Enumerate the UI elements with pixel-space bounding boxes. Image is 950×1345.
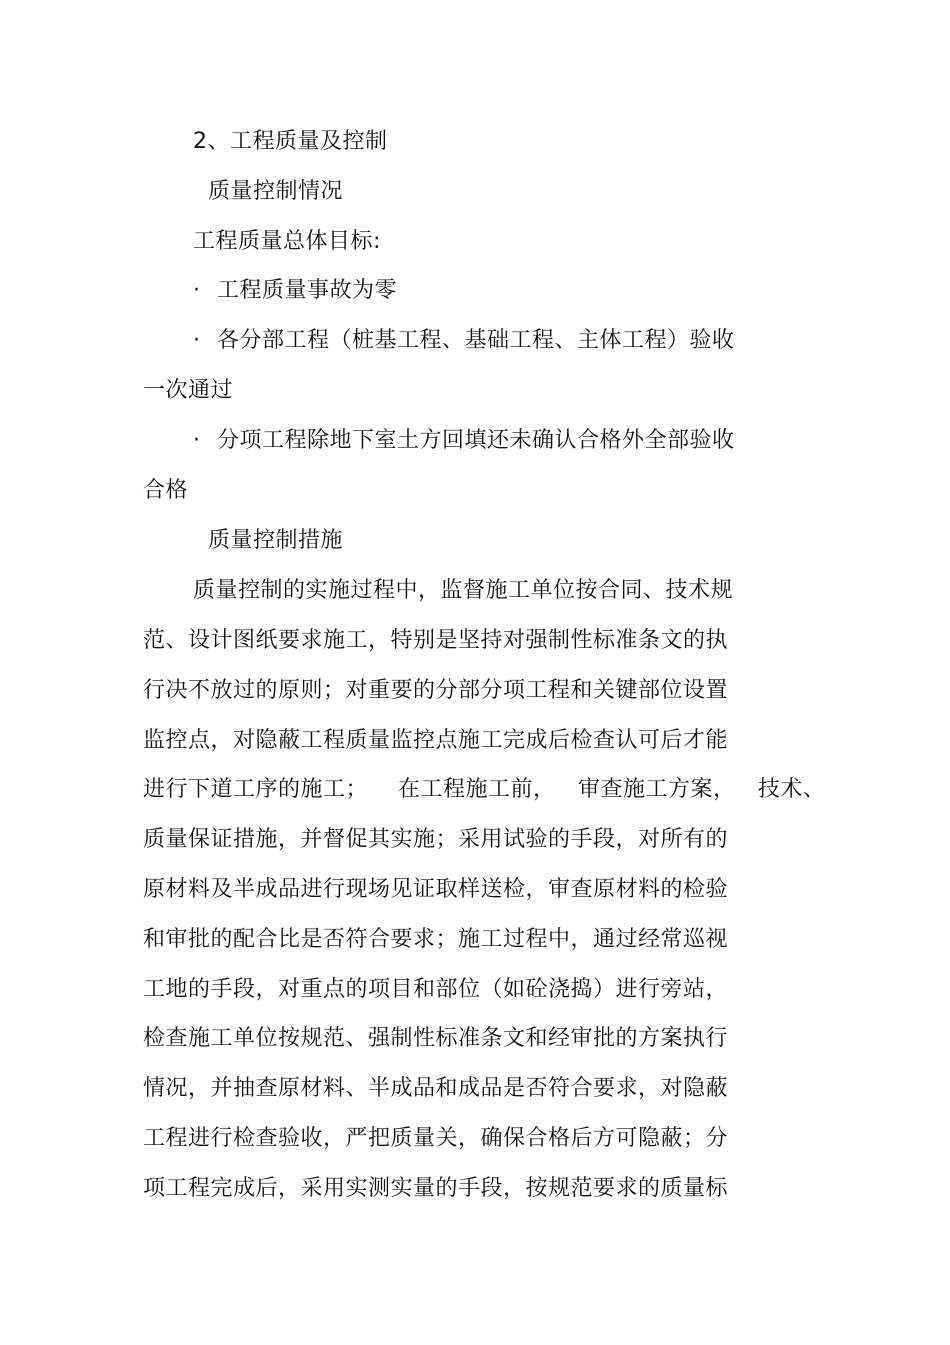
paragraph-line: 情况，并抽查原材料、半成品和成品是否符合要求，对隐蔽 <box>143 1076 729 1101</box>
goal-label: 工程质量总体目标: <box>193 229 381 254</box>
bullet-item <box>193 426 735 456</box>
bullet-item <box>193 326 735 356</box>
paragraph-line: 行决不放过的原则；对重要的分部分项工程和关键部位设置 <box>143 678 729 703</box>
paragraph-line: 监控点，对隐蔽工程质量监控点施工完成后检查认可后才能 <box>143 728 729 753</box>
paragraph-line: 工程进行检查验收，严把质量关，确保合格后方可隐蔽；分 <box>143 1126 729 1151</box>
bullet-item <box>193 276 397 306</box>
bullet-mark: · <box>193 428 201 453</box>
bullet-continuation: 合格 <box>143 478 189 503</box>
paragraph-line: 质量控制的实施过程中，监督施工单位按合同、技术规 <box>193 578 734 603</box>
subheading-quality-measures: 质量控制措施 <box>208 528 344 553</box>
bullet-mark: · <box>193 328 201 353</box>
section-heading: 2、工程质量及控制 <box>193 129 388 154</box>
paragraph-line: 范、设计图纸要求施工，特别是坚持对强制性标准条文的执 <box>143 628 729 653</box>
bullet-text: 分项工程除地下室土方回填还未确认合格外全部验收 <box>217 428 735 453</box>
bullet-continuation: 一次通过 <box>143 378 234 403</box>
bullet-mark: · <box>193 278 201 303</box>
subheading-quality-status: 质量控制情况 <box>208 179 344 204</box>
paragraph-line: 质量保证措施，并督促其实施；采用试验的手段，对所有的 <box>143 827 729 852</box>
paragraph-line: 进行下道工序的施工； 在工程施工前， 审查施工方案， 技术、 <box>143 777 826 802</box>
bullet-text: 各分部工程（桩基工程、基础工程、主体工程）验收 <box>217 328 735 353</box>
paragraph-line: 原材料及半成品进行现场见证取样送检，审查原材料的检验 <box>143 877 729 902</box>
paragraph-line: 和审批的配合比是否符合要求；施工过程中，通过经常巡视 <box>143 927 729 952</box>
paragraph-line: 工地的手段，对重点的项目和部位（如砼浇捣）进行旁站， <box>143 977 729 1002</box>
bullet-text: 工程质量事故为零 <box>217 278 398 303</box>
paragraph-line: 项工程完成后，采用实测实量的手段，按规范要求的质量标 <box>143 1176 729 1201</box>
paragraph-line: 检查施工单位按规范、强制性标准条文和经审批的方案执行 <box>143 1026 729 1051</box>
